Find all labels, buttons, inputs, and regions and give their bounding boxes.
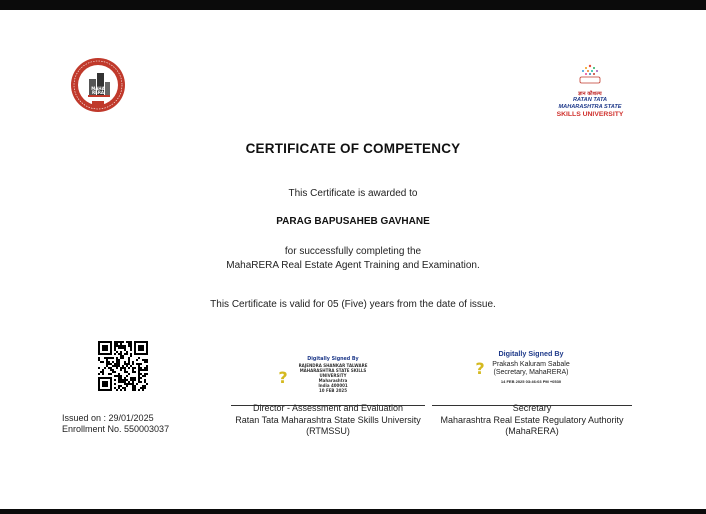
svg-text:?: ?	[278, 369, 288, 385]
director-org-line1: MAHARASHTRA STATE SKILLS	[299, 368, 367, 373]
secretary-digital-label: Digitally Signed By	[498, 349, 564, 358]
completion-line-2: MahaRERA Real Estate Agent Training and Examination.	[226, 260, 480, 271]
rtmssu-name-line2: MAHARASHTRA STATE	[558, 104, 622, 110]
completion-line-1: for successfully completing the	[284, 246, 422, 257]
director-block	[222, 403, 434, 438]
top-dark-bar	[0, 0, 706, 10]
validity-statement: This Certificate is valid for 05 (Five) years from the date of issue.	[210, 299, 496, 310]
rtmssu-brand-text: ज्ञान कौशल्य	[578, 91, 602, 97]
recipient-name: PARAG BAPUSAHEB GAVHANE	[276, 216, 430, 227]
director-role: Director - Assessment and Evaluation	[252, 403, 404, 413]
issue-details	[62, 413, 169, 435]
enrollment-number: Enrollment No. 550003037	[62, 424, 170, 434]
director-sign-date: 10 FEB 2025	[319, 388, 347, 393]
director-digital-signature	[273, 357, 393, 393]
bottom-dark-bar	[0, 509, 706, 514]
secretary-role: Secretary	[512, 403, 552, 413]
secretary-institution-abbr: (MahaRERA)	[505, 426, 559, 436]
rtmssu-name-line1: RATAN TATA	[573, 97, 607, 103]
secretary-designation: (Secretary, MahaRERA)	[493, 369, 569, 376]
director-signer-name: RAJENDRA SHANKAR TALWARE	[298, 363, 368, 368]
certificate-title: CERTIFICATE OF COMPETENCY	[245, 141, 461, 156]
signature-unverified-icon	[473, 360, 487, 376]
director-state: Maharashtra	[318, 378, 348, 383]
secretary-block	[432, 403, 632, 438]
secretary-signer-name: Prakash Kaluram Sabale	[492, 360, 570, 368]
rtmssu-logo	[548, 62, 632, 122]
director-institution-abbr: (RTMSSU)	[306, 426, 350, 436]
secretary-institution: Maharashtra Real Estate Regulatory Authority	[440, 414, 624, 425]
svg-text:MAHA: MAHA	[91, 86, 105, 91]
issued-on: Issued on : 29/01/2025	[62, 413, 154, 423]
director-org-line2: UNIVERSITY	[319, 373, 347, 378]
svg-text:?: ?	[475, 360, 485, 376]
director-institution: Ratan Tata Maharashtra State Skills University	[235, 414, 421, 425]
rtmssu-emblem-icon	[575, 62, 605, 86]
svg-text:RERA: RERA	[92, 90, 104, 95]
qr-code[interactable]	[98, 341, 148, 391]
awarded-line: This Certificate is awarded to	[288, 188, 418, 199]
director-pin: India 400001	[318, 383, 348, 388]
maharera-logo	[70, 57, 126, 113]
secretary-sign-date: 14 FEB 2025 03:46:03 PM +0530	[500, 378, 562, 384]
certificate-page	[0, 10, 706, 509]
director-digital-label: Digitally Signed By	[307, 357, 359, 362]
rtmssu-name-line3: SKILLS UNIVERSITY	[556, 111, 624, 118]
signature-unverified-icon	[276, 369, 290, 385]
